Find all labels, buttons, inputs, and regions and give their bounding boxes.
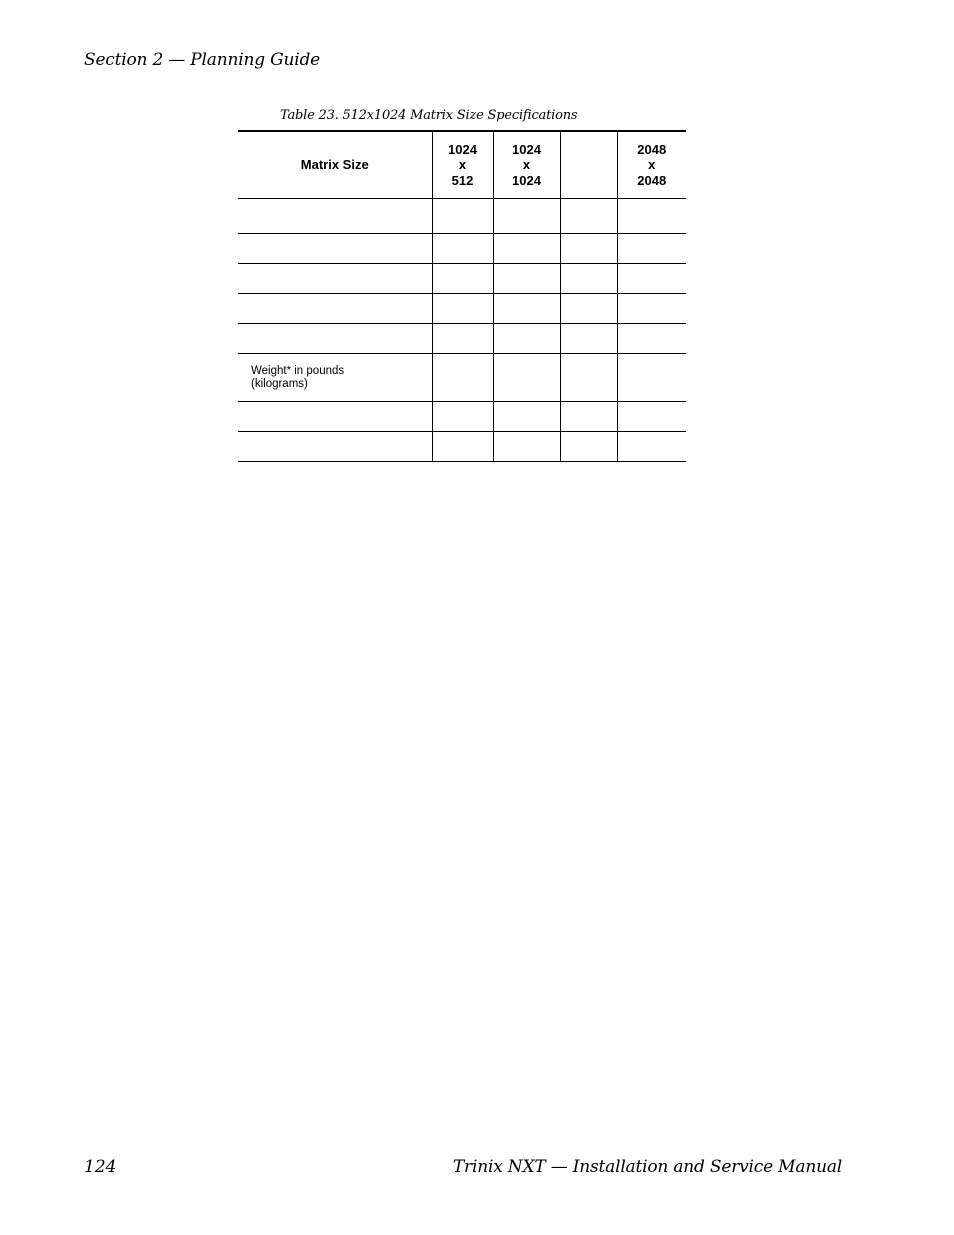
table-cell [432, 432, 493, 462]
table-header-row [238, 131, 686, 199]
table-cell [617, 199, 686, 234]
table-cell [432, 402, 493, 432]
table-cell [432, 199, 493, 234]
running-header: Section 2 — Planning Guide [84, 50, 320, 70]
table-row-weight [238, 354, 686, 402]
table-row [238, 432, 686, 462]
table-cell [617, 324, 686, 354]
table-row [238, 199, 686, 234]
page-number: 124 [84, 1157, 117, 1177]
spec-table-container [238, 130, 686, 462]
table-cell [560, 432, 617, 462]
table-cell [560, 264, 617, 294]
table-cell [432, 264, 493, 294]
weight-label-line2: (kilograms) [251, 377, 308, 390]
column-header-blank [560, 131, 617, 199]
row-label-weight [238, 354, 432, 402]
row-label [238, 402, 432, 432]
table-row [238, 264, 686, 294]
table-cell [432, 354, 493, 402]
table-row [238, 324, 686, 354]
manual-title: Trinix NXT — Installation and Service Manual [452, 1157, 842, 1177]
table-cell [560, 294, 617, 324]
row-label [238, 199, 432, 234]
column-header-2048x2048: 2048 x 2048 [617, 131, 686, 199]
row-label [238, 264, 432, 294]
table-cell [493, 432, 560, 462]
column-header-1024x512: 1024 x 512 [432, 131, 493, 199]
table-cell [493, 234, 560, 264]
table-cell [617, 432, 686, 462]
row-label [238, 324, 432, 354]
table-row [238, 402, 686, 432]
table-cell [560, 234, 617, 264]
table-row [238, 234, 686, 264]
table-cell [493, 402, 560, 432]
table-cell [432, 234, 493, 264]
table-cell [617, 294, 686, 324]
table-cell [560, 199, 617, 234]
row-label [238, 234, 432, 264]
table-cell [560, 354, 617, 402]
table-row [238, 294, 686, 324]
table-caption: Table 23. 512x1024 Matrix Size Specifications [280, 108, 578, 123]
table-cell [617, 234, 686, 264]
table-cell [560, 402, 617, 432]
row-label [238, 432, 432, 462]
table-cell [432, 324, 493, 354]
table-cell [493, 264, 560, 294]
table-cell [493, 324, 560, 354]
weight-label-line1: Weight* in pounds [251, 364, 345, 377]
table-cell [617, 264, 686, 294]
column-header-1024x1024: 1024 x 1024 [493, 131, 560, 199]
table-cell [432, 294, 493, 324]
table-cell [493, 354, 560, 402]
table-cell [617, 354, 686, 402]
table-cell [560, 324, 617, 354]
column-header-matrix-size: Matrix Size [300, 157, 369, 173]
table-cell [493, 199, 560, 234]
table-cell [493, 294, 560, 324]
row-label [238, 294, 432, 324]
matrix-size-spec-table [238, 130, 686, 462]
table-cell [617, 402, 686, 432]
